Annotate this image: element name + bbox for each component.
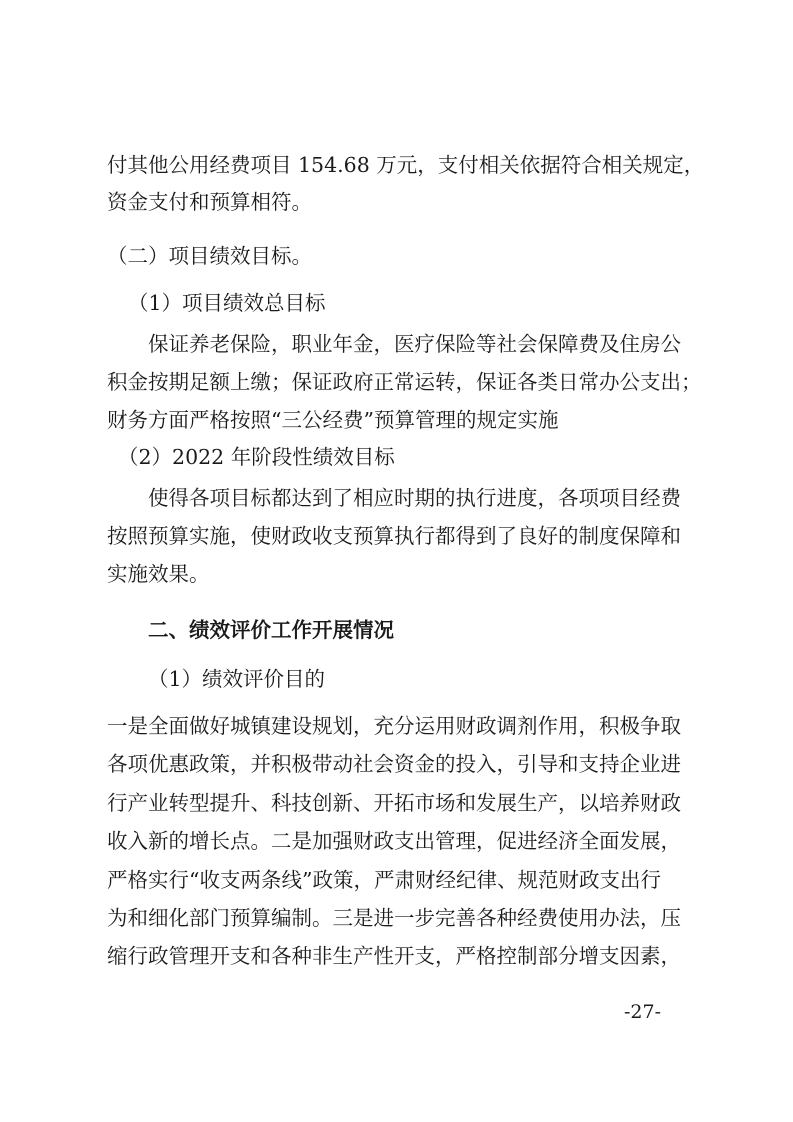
line-9: 使得各项目标都达到了相应时期的执行进度，各项项目经费 bbox=[148, 486, 681, 510]
line-16: 行产业转型提升、科技创新、开拓市场和发展生产，以培养财政 bbox=[107, 791, 681, 815]
line-7: 财务方面严格按照“三公经费”预算管理的规定实施 bbox=[107, 408, 559, 432]
line-14: 一是全面做好城镇建设规划，充分运用财政调剂作用，积极争取 bbox=[107, 714, 681, 738]
line-15: 各项优惠政策，并积极带动社会资金的投入，引导和支持企业进 bbox=[107, 752, 681, 776]
line-10: 按照预算实施，使财政收支预算执行都得到了良好的制度保障和 bbox=[107, 524, 681, 548]
line-5: 保证养老保险，职业年金，医疗保险等社会保障费及住房公 bbox=[148, 332, 681, 356]
line-19: 为和细化部门预算编制。三是进一步完善各种经费使用办法，压 bbox=[107, 906, 681, 930]
line-8: （2）2022 年阶段性绩效目标 bbox=[118, 445, 395, 469]
section-heading: 二、绩效评价工作开展情况 bbox=[148, 618, 394, 642]
line-18: 严格实行“收支两条线”政策，严肃财经纪律、规范财政支出行 bbox=[107, 868, 661, 892]
line-13: （1）绩效评价目的 bbox=[148, 667, 326, 691]
line-2: 资金支付和预算相符。 bbox=[107, 190, 312, 214]
line-11: 实施效果。 bbox=[107, 562, 210, 586]
line-3: （二）项目绩效目标。 bbox=[107, 244, 312, 268]
line-1: 付其他公用经费项目 154.68 万元，支付相关依据符合相关规定， bbox=[107, 153, 705, 177]
line-4: （1）项目绩效总目标 bbox=[128, 291, 326, 315]
line-20: 缩行政管理开支和各种非生产性开支，严格控制部分增支因素， bbox=[107, 944, 681, 968]
line-6: 积金按期足额上缴；保证政府正常运转，保证各类日常办公支出； bbox=[107, 370, 702, 394]
line-17: 收入新的增长点。二是加强财政支出管理，促进经济全面发展， bbox=[107, 829, 681, 853]
page-number: -27- bbox=[624, 1001, 662, 1023]
